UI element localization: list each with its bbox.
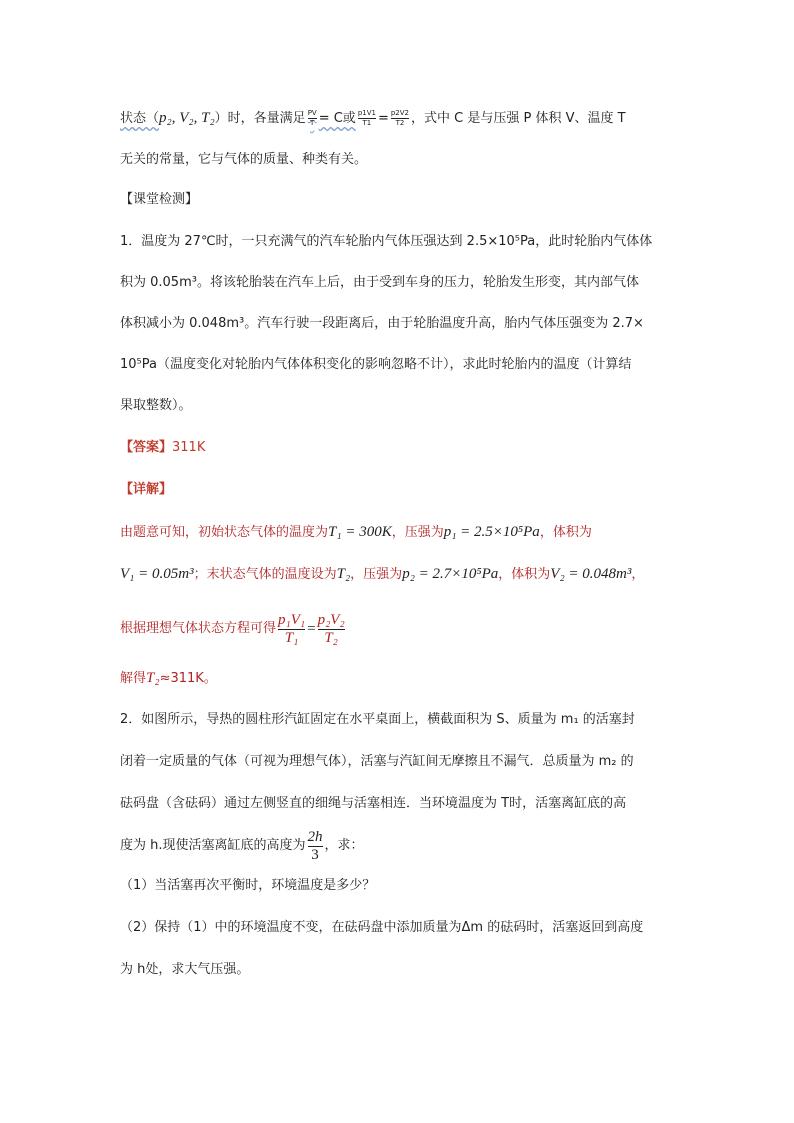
fraction-p2v2-t2: $\frac{\text{p₂V₂}}{\text{T₂}}$ [317, 611, 345, 646]
answer-label: 【答案】 [120, 440, 173, 455]
detail-math-v1: V₁ = 0.05m³ [120, 566, 194, 582]
q1-detail-label [120, 480, 680, 500]
intro-line-1 [120, 108, 680, 129]
q1-answer [120, 438, 680, 458]
q1-line-2: 积为 0.05m³。将该轮胎装在汽车上后，由于受到车身的压力，轮胎发生形变，其内部气体 [120, 275, 639, 290]
q2-line-4 [120, 826, 680, 866]
detail-eq: = [307, 621, 316, 637]
detail-text: ， [631, 567, 645, 582]
detail-text: 由题意可知，初始状态气体的温度为 [120, 525, 329, 540]
q1-detail-line-2 [120, 564, 680, 585]
q2-line-2: 闭着一定质量的气体（可视为理想气体），活塞与汽缸间无摩擦且不漏气．总质量为 m₂ 的 [120, 754, 634, 769]
formula-p1v1-over-t1: $\frac{p1V1}{T1}$ [357, 109, 376, 127]
detail-text: ≈311K。 [159, 671, 217, 686]
q1-detail-line-3 [120, 606, 680, 652]
q2-part-2-line-1: （2）保持（1）中的环境温度不变，在砝码盘中添加质量为Δm 的砝码时，活塞返回到高度 [120, 920, 644, 935]
formula-p2v2-over-t2: $\frac{p2V2}{T2}$ [390, 109, 409, 127]
detail-label: 【详解】 [120, 482, 173, 497]
fraction-2h-over-3: $\frac{2h}{3}$ [307, 828, 323, 863]
intro-prefix: 状态（ [120, 111, 160, 126]
intro-eq: = [377, 111, 389, 126]
q2-line-1: 2．如图所示，导热的圆柱形汽缸固定在水平桌面上，横截面积为 S、质量为 m₁ 的活塞封 [120, 712, 635, 727]
q1-line-3: 体积减小为 0.048m³。汽车行驶一段距离后，由于轮胎温度升高，胎内气体压强变为 2.7× [120, 316, 644, 331]
intro-eq-c: = C或 [318, 111, 356, 126]
intro-line-2: 无关的常量，它与气体的质量、种类有关。 [120, 152, 368, 167]
detail-text: 解得 [120, 671, 147, 686]
section-title: 【课堂检测】 [120, 192, 199, 207]
answer-value: 311K [172, 440, 206, 455]
intro-suffix: ，式中 C 是与压强 P 体积 V、温度 T [411, 111, 626, 126]
detail-text: ；末状态气体的温度设为 [193, 567, 337, 582]
q2-text: 度为 h.现使活塞离缸底的高度为 [120, 838, 306, 853]
q2-text: ，求： [324, 838, 364, 853]
formula-pv-over-t: $\frac{PV}{T}$ [307, 109, 317, 127]
q1-detail-line-4 [120, 668, 680, 689]
intro-after-vars: ）时，各量满足 [214, 111, 306, 126]
detail-text: ，压强为 [391, 525, 444, 540]
q2-part-2-line-2: 为 h处，求大气压强。 [120, 962, 250, 977]
q1-line-5: 果取整数）。 [120, 398, 192, 413]
detail-math-p2: p₂ = 2.7×10⁵Pa [402, 566, 499, 582]
fraction-p1v1-t1: $\frac{\text{p₁V₁}}{\text{T₁}}$ [278, 611, 306, 646]
intro-state-vars: p₂, V₂, T₂ [159, 110, 215, 126]
detail-math-t2: T₂ [336, 566, 351, 582]
q2-line-3: 砝码盘（含砝码）通过左侧竖直的细绳与活塞相连．当环境温度为 T时，活塞离缸底的高 [120, 796, 627, 811]
q2-part-1: （1）当活塞再次平衡时，环境温度是多少？ [120, 878, 376, 893]
detail-text: ，体积为 [539, 525, 592, 540]
detail-text: ，体积为 [498, 567, 551, 582]
q1-detail-line-1 [120, 522, 680, 543]
detail-math-t1: T₁ = 300K [328, 524, 392, 540]
detail-math-t2: T₂ [146, 670, 160, 686]
detail-text: ，压强为 [350, 567, 403, 582]
detail-math-p1: p₁ = 2.5×10⁵Pa [443, 524, 540, 540]
q1-line-4: 10⁵Pa（温度变化对轮胎内气体体积变化的影响忽略不计），求此时轮胎内的温度（计算结 [120, 357, 632, 372]
q1-line-1: 1．温度为 27℃时，一只充满气的汽车轮胎内气体压强达到 2.5×10⁵Pa，此时轮胎内气体体 [120, 234, 653, 249]
detail-text: 根据理想气体状态方程可得 [120, 621, 277, 636]
detail-math-v2: V₂ = 0.048m³ [550, 566, 632, 582]
